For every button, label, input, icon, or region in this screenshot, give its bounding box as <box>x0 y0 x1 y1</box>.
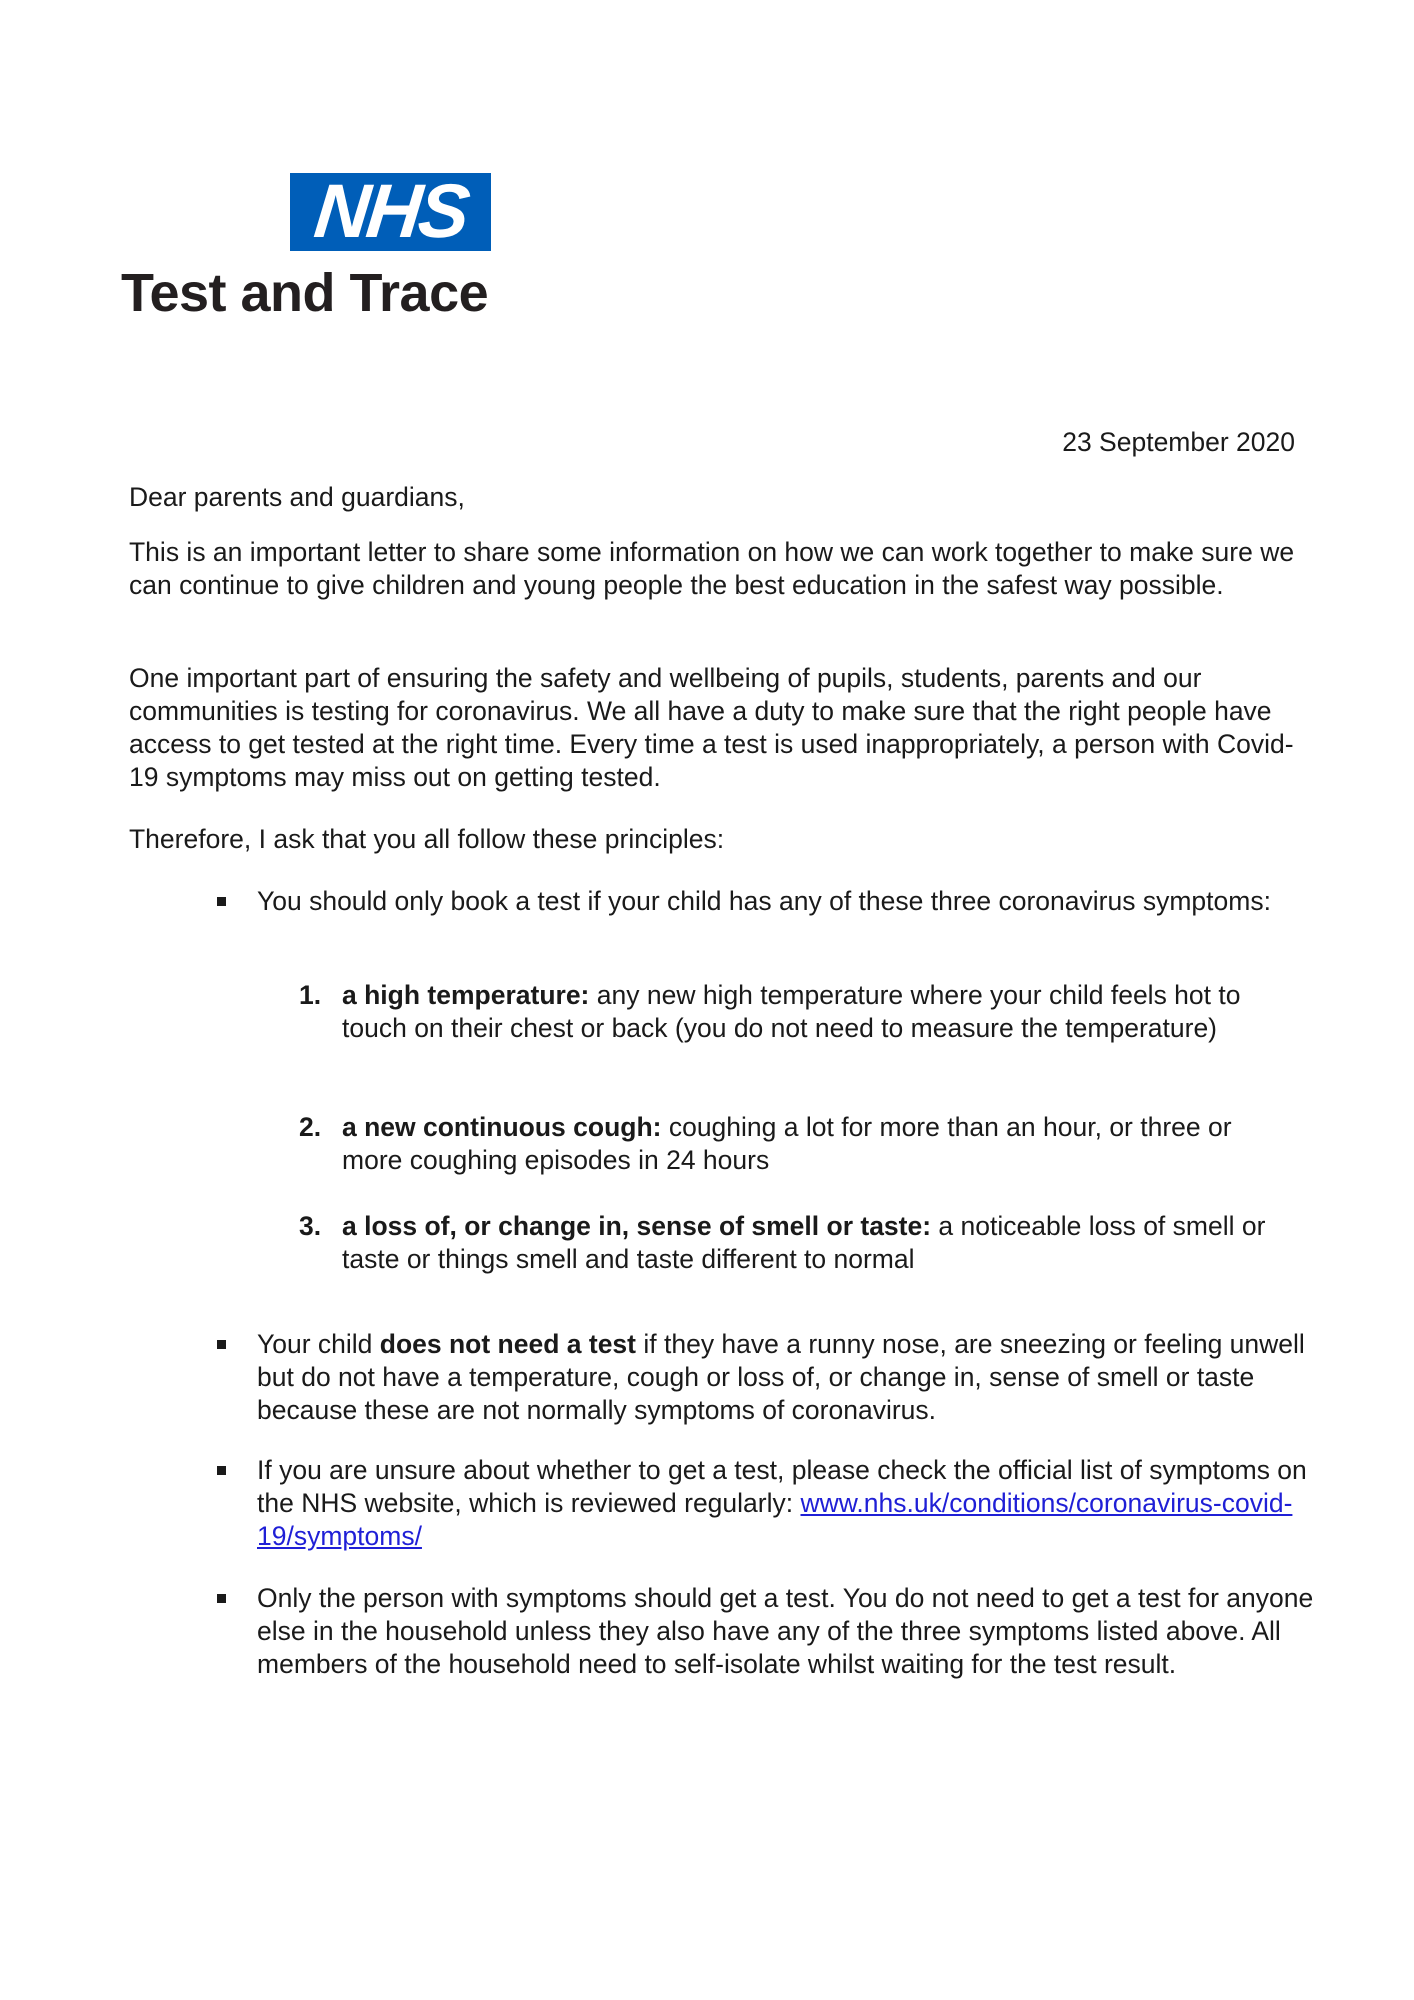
nhs-logo-mark: NHS <box>310 169 471 254</box>
symptom-title: a high temperature: <box>342 980 590 1010</box>
paragraph-intro: This is an important letter to share some information on how we can work together to make sure we can continue to give children and young people the best education in the safest way possible. <box>129 537 1295 600</box>
bullet-book-test: You should only book a test if your child has any of these three coronavirus symptoms: <box>257 886 1271 916</box>
bullet-marker <box>217 885 237 918</box>
salutation: Dear parents and guardians, <box>129 482 465 512</box>
symptom-item <box>342 979 1292 1045</box>
symptom-number: 3. <box>299 1211 322 1241</box>
bullet-marker <box>217 1328 237 1361</box>
paragraph-principles: Therefore, I ask that you all follow these principles: <box>129 824 725 854</box>
bullet-no-test-needed <box>257 1328 1317 1427</box>
letter-date: 23 September 2020 <box>1062 427 1295 457</box>
bullet-marker <box>217 1582 237 1615</box>
logo-subtitle: Test and Trace <box>121 263 489 323</box>
bullet-marker <box>217 1454 237 1487</box>
bullet-text-part: if they have a runny nose, are sneezing or feeling unwell but do not have a temperature, cough or loss of, or change in, sense of smell or taste because these are not normally symptoms of coronavirus. <box>257 1329 1305 1425</box>
symptom-description: any new high temperature where your child feels hot to touch on their chest or back (you do not need to measure the temperature) <box>342 980 1241 1043</box>
symptom-title: a loss of, or change in, sense of smell or taste: <box>342 1211 932 1241</box>
symptom-title: a new continuous cough: <box>342 1112 662 1142</box>
bullet-emphasis: does not need a test <box>379 1329 636 1359</box>
paragraph-testing: One important part of ensuring the safety and wellbeing of pupils, students, parents and our communities is testing for coronavirus. We all have a duty to make sure that the right people have access to get tested at the right time. Every time a test is used inappropriately, a person with Covid-19 symptoms may miss out on getting tested. <box>129 663 1294 792</box>
bullet-text-part: Your child <box>257 1329 380 1359</box>
symptom-description: coughing a lot for more than an hour, or three or more coughing episodes in 24 hours <box>342 1112 1232 1175</box>
symptom-number: 2. <box>299 1112 322 1142</box>
symptom-number: 1. <box>299 980 322 1010</box>
nhs-symptoms-link[interactable]: www.nhs.uk/conditions/coronavirus-covid-19/symptoms/ <box>257 1488 1293 1551</box>
bullet-text-part: If you are unsure about whether to get a test, please check the official list of symptoms on the NHS website, which is reviewed regularly: <box>257 1455 1307 1518</box>
bullet-only-symptomatic: Only the person with symptoms should get a test. You do not need to get a test for anyone else in the household unless they also have any of the three symptoms listed above. All members of the household need to self-isolate whilst waiting for the test result. <box>257 1583 1314 1679</box>
symptom-item <box>342 1111 1292 1177</box>
bullet-unsure <box>257 1454 1317 1553</box>
nhs-logo <box>290 169 491 254</box>
symptom-item <box>342 1210 1292 1276</box>
symptom-description: a noticeable loss of smell or taste or things smell and taste different to normal <box>342 1211 1266 1274</box>
